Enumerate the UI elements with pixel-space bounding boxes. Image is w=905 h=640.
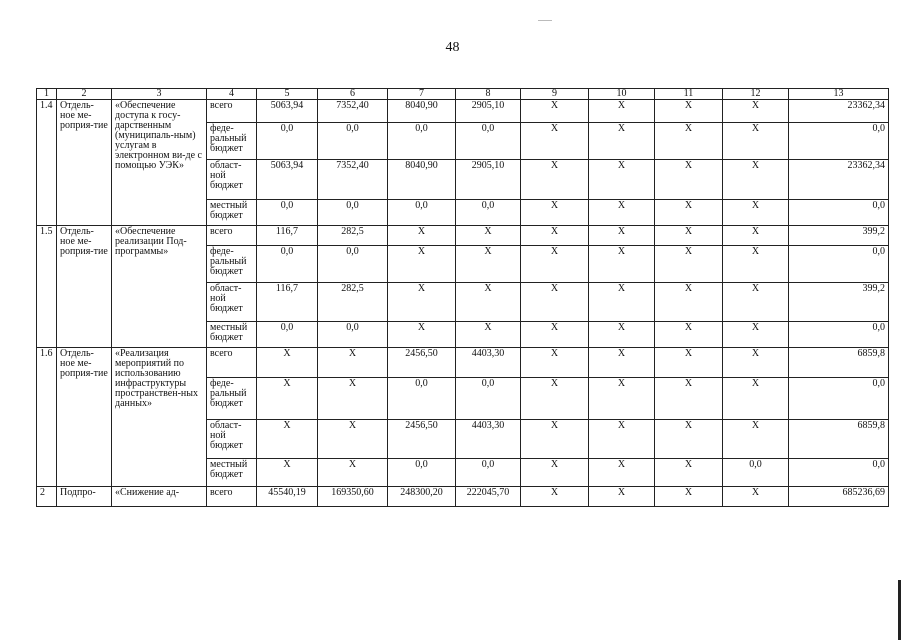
total-cell: 0,0 — [789, 123, 889, 160]
value-cell: 0,0 — [388, 459, 456, 487]
value-cell: X — [521, 348, 589, 378]
total-cell: 23362,34 — [789, 160, 889, 200]
total-cell: 0,0 — [789, 200, 889, 226]
total-cell: 685236,69 — [789, 487, 889, 507]
value-cell: X — [655, 123, 723, 160]
value-cell: X — [521, 487, 589, 507]
value-cell: X — [318, 459, 388, 487]
value-cell: X — [521, 420, 589, 459]
value-cell: 116,7 — [257, 283, 318, 322]
value-cell: 8040,90 — [388, 160, 456, 200]
value-cell: X — [589, 283, 655, 322]
value-cell: X — [257, 378, 318, 420]
table-row — [37, 487, 889, 507]
header-cell: 1 — [37, 89, 57, 100]
value-cell: X — [655, 226, 723, 246]
value-cell: X — [655, 200, 723, 226]
header-cell: 7 — [388, 89, 456, 100]
value-cell: 0,0 — [456, 123, 521, 160]
value-cell: X — [655, 246, 723, 283]
value-cell: 0,0 — [257, 246, 318, 283]
budget-level-cell: всего — [207, 226, 257, 246]
value-cell: X — [723, 378, 789, 420]
value-cell: 2456,50 — [388, 348, 456, 378]
value-cell: 0,0 — [723, 459, 789, 487]
value-cell: 0,0 — [318, 322, 388, 348]
value-cell: X — [723, 100, 789, 123]
value-cell: X — [655, 348, 723, 378]
value-cell: 169350,60 — [318, 487, 388, 507]
budget-level-cell: всего — [207, 487, 257, 507]
value-cell: X — [655, 100, 723, 123]
value-cell: X — [521, 226, 589, 246]
value-cell: 0,0 — [318, 200, 388, 226]
value-cell: X — [723, 348, 789, 378]
value-cell: X — [388, 226, 456, 246]
total-cell: 0,0 — [789, 322, 889, 348]
header-cell: 13 — [789, 89, 889, 100]
value-cell: X — [456, 226, 521, 246]
value-cell: 2905,10 — [456, 160, 521, 200]
value-cell: X — [589, 123, 655, 160]
event-name-cell: «Снижение ад- — [112, 487, 207, 507]
value-cell: X — [655, 322, 723, 348]
value-cell: X — [655, 420, 723, 459]
total-cell: 6859,8 — [789, 348, 889, 378]
total-cell: 0,0 — [789, 378, 889, 420]
value-cell: 0,0 — [456, 378, 521, 420]
budget-level-cell: местный бюджет — [207, 459, 257, 487]
value-cell: X — [723, 283, 789, 322]
value-cell: X — [521, 322, 589, 348]
table-row — [37, 100, 889, 123]
event-type-cell: Отдель-ное ме-роприя-тие — [57, 100, 112, 226]
value-cell: X — [655, 378, 723, 420]
value-cell: 282,5 — [318, 226, 388, 246]
value-cell: X — [388, 322, 456, 348]
value-cell: 0,0 — [257, 322, 318, 348]
value-cell: X — [388, 246, 456, 283]
value-cell: X — [589, 226, 655, 246]
table-row — [37, 348, 889, 378]
budget-level-cell: всего — [207, 348, 257, 378]
value-cell: X — [318, 420, 388, 459]
value-cell: X — [589, 100, 655, 123]
total-cell: 399,2 — [789, 283, 889, 322]
value-cell: 45540,19 — [257, 487, 318, 507]
header-cell: 10 — [589, 89, 655, 100]
value-cell: X — [456, 322, 521, 348]
value-cell: 0,0 — [318, 246, 388, 283]
value-cell: 0,0 — [257, 123, 318, 160]
budget-level-cell: област-ной бюджет — [207, 160, 257, 200]
value-cell: X — [589, 160, 655, 200]
row-number-cell: 1.6 — [37, 348, 57, 487]
value-cell: X — [589, 200, 655, 226]
header-cell: 3 — [112, 89, 207, 100]
value-cell: 2905,10 — [456, 100, 521, 123]
budget-level-cell: местный бюджет — [207, 200, 257, 226]
value-cell: X — [723, 226, 789, 246]
value-cell: X — [521, 378, 589, 420]
table-header-row — [37, 89, 889, 100]
budget-table — [36, 88, 889, 507]
budget-level-cell: област-ной бюджет — [207, 420, 257, 459]
row-number-cell: 1.5 — [37, 226, 57, 348]
page-number: 48 — [445, 40, 460, 55]
value-cell: X — [318, 378, 388, 420]
value-cell: X — [318, 348, 388, 378]
value-cell: X — [589, 246, 655, 283]
header-cell: 8 — [456, 89, 521, 100]
value-cell: 2456,50 — [388, 420, 456, 459]
value-cell: X — [388, 283, 456, 322]
value-cell: X — [655, 459, 723, 487]
value-cell: 222045,70 — [456, 487, 521, 507]
value-cell: X — [521, 283, 589, 322]
event-name-cell: «Обеспечение доступа к госу-дарственным (муниципаль-ным) услугам в электронном ви-де с помощью УЭК» — [112, 100, 207, 226]
event-type-cell: Отдель-ное ме-роприя-тие — [57, 348, 112, 487]
budget-level-cell: всего — [207, 100, 257, 123]
scan-edge-line — [898, 580, 901, 640]
value-cell: 0,0 — [257, 200, 318, 226]
value-cell: 282,5 — [318, 283, 388, 322]
total-cell: 0,0 — [789, 459, 889, 487]
total-cell: 399,2 — [789, 226, 889, 246]
budget-level-cell: местный бюджет — [207, 322, 257, 348]
header-cell: 6 — [318, 89, 388, 100]
row-number-cell: 1.4 — [37, 100, 57, 226]
value-cell: X — [655, 283, 723, 322]
event-type-cell: Отдель-ное ме-роприя-тие — [57, 226, 112, 348]
value-cell: 0,0 — [456, 200, 521, 226]
value-cell: X — [589, 322, 655, 348]
total-cell: 6859,8 — [789, 420, 889, 459]
value-cell: X — [723, 123, 789, 160]
value-cell: 5063,94 — [257, 100, 318, 123]
header-cell: 12 — [723, 89, 789, 100]
row-number-cell: 2 — [37, 487, 57, 507]
value-cell: X — [723, 200, 789, 226]
value-cell: X — [589, 420, 655, 459]
total-cell: 23362,34 — [789, 100, 889, 123]
value-cell: 4403,30 — [456, 348, 521, 378]
value-cell: X — [655, 160, 723, 200]
budget-level-cell: феде-ральный бюджет — [207, 378, 257, 420]
value-cell: 0,0 — [388, 200, 456, 226]
event-name-cell: «Реализация мероприятий по использованию инфраструктуры пространствен-ных данных» — [112, 348, 207, 487]
header-cell: 5 — [257, 89, 318, 100]
value-cell: X — [723, 487, 789, 507]
value-cell: 0,0 — [388, 123, 456, 160]
value-cell: 5063,94 — [257, 160, 318, 200]
value-cell: X — [521, 100, 589, 123]
value-cell: X — [655, 487, 723, 507]
budget-level-cell: област-ной бюджет — [207, 283, 257, 322]
event-name-cell: «Обеспечение реализации Под-программы» — [112, 226, 207, 348]
value-cell: X — [521, 200, 589, 226]
value-cell: X — [521, 123, 589, 160]
value-cell: X — [521, 160, 589, 200]
value-cell: X — [521, 459, 589, 487]
total-cell: 0,0 — [789, 246, 889, 283]
value-cell: X — [257, 420, 318, 459]
value-cell: X — [723, 246, 789, 283]
value-cell: 4403,30 — [456, 420, 521, 459]
value-cell: X — [257, 348, 318, 378]
value-cell: 8040,90 — [388, 100, 456, 123]
value-cell: X — [589, 487, 655, 507]
header-cell: 9 — [521, 89, 589, 100]
value-cell: 0,0 — [388, 378, 456, 420]
value-cell: X — [257, 459, 318, 487]
event-type-cell: Подпро- — [57, 487, 112, 507]
value-cell: X — [723, 322, 789, 348]
value-cell: 116,7 — [257, 226, 318, 246]
value-cell: X — [589, 348, 655, 378]
table-row — [37, 226, 889, 246]
header-cell: 2 — [57, 89, 112, 100]
value-cell: 7352,40 — [318, 100, 388, 123]
value-cell: X — [723, 160, 789, 200]
header-cell: 11 — [655, 89, 723, 100]
budget-level-cell: феде-ральный бюджет — [207, 123, 257, 160]
scan-artifact — [538, 20, 552, 21]
value-cell: X — [521, 246, 589, 283]
value-cell: X — [456, 283, 521, 322]
header-cell: 4 — [207, 89, 257, 100]
value-cell: X — [589, 459, 655, 487]
value-cell: X — [589, 378, 655, 420]
value-cell: 7352,40 — [318, 160, 388, 200]
budget-level-cell: феде-ральный бюджет — [207, 246, 257, 283]
value-cell: 0,0 — [318, 123, 388, 160]
value-cell: X — [723, 420, 789, 459]
value-cell: 0,0 — [456, 459, 521, 487]
value-cell: 248300,20 — [388, 487, 456, 507]
value-cell: X — [456, 246, 521, 283]
